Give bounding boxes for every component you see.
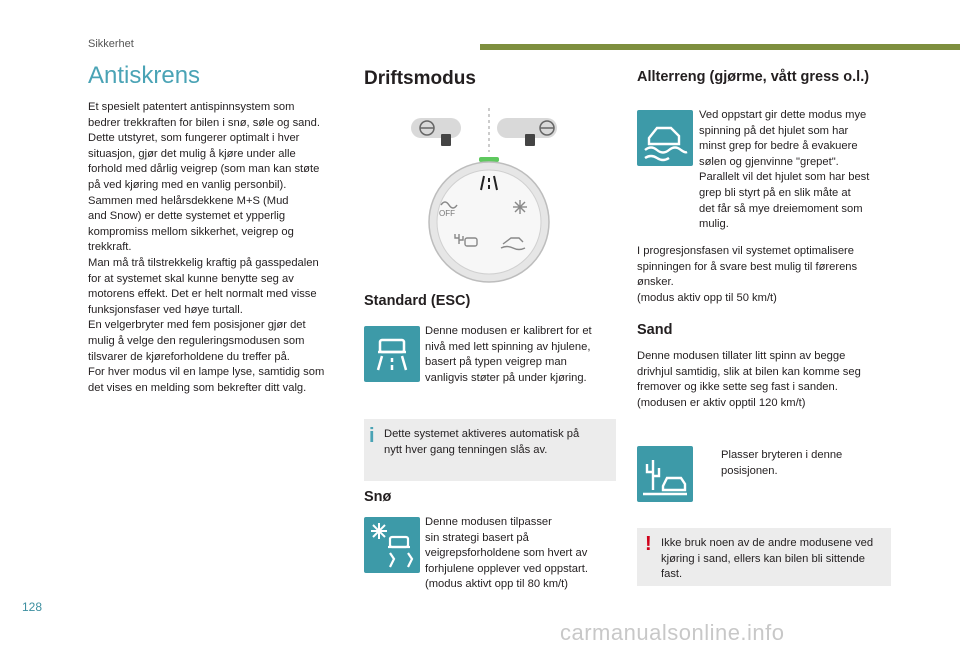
snowflake-road-icon (364, 517, 420, 573)
standard-title: Standard (ESC) (364, 293, 471, 309)
sand-step-text: Plasser bryteren i denne posisjonen. (721, 449, 843, 477)
section-label: Sikkerhet (88, 38, 134, 50)
allterreng-title: Allterreng (gjørme, vått gress o.l.) (637, 69, 870, 85)
sand-warning-box (637, 528, 891, 586)
antiskrens-title: Antiskrens (88, 62, 201, 89)
standard-info-text: Dette systemet aktiveres automatisk på nytt hver gang tenningen slås av. (384, 428, 580, 456)
info-icon: i (369, 425, 375, 447)
mud-car-icon (637, 110, 693, 166)
page-number: 128 (22, 600, 43, 614)
warning-icon: ! (645, 533, 652, 555)
antiskrens-body: Et spesielt patentert antispinnsystem som bedrer trekkraften for bilen i snø, søle og sand. Dette utstyret, som fungerer optimalt i hver situasjon, gjør det mulig å kjøre under alle forhold med dårlig veigrep (som man kan støte på ved kjøring med en vanlig personbil). Sammen med helårsdekkene M+S (Mud and Snow) er dette systemet et ypperlig kompromiss mellom sikkerhet, veigrep og trekkraft. Man må trå tilstrekkelig kraftig på gasspedalen for at systemet skal kunne benytte seg av motorens effekt. Det er helt normalt med visse funksjonsfaser ved høye turtall. En velgerbryter med fem posisjoner gjør det mulig å velge den reguleringsmodusen som tilsvarer de kjøreforholdene du treffer på. For hver modus vil en lampe lyse, samtidig som det vises en melding som bekrefter ditt valg. (88, 101, 325, 394)
cactus-car-icon (637, 446, 693, 502)
sno-title: Snø (364, 489, 392, 505)
allterreng-body1: Ved oppstart gir dette modus mye spinning på det hjulet som har minst grep for bedre å evakuere sølen og gjenvinne "grepet". Parallelt vil det hjulet som har best grep bli styrt på en slik måte at det får så mye dreiemoment som mulig. (699, 109, 870, 231)
mode-selector-illustration (405, 106, 575, 286)
driftsmodus-title: Driftsmodus (364, 68, 476, 89)
watermark: carmanualsonline.info (560, 620, 785, 645)
road-icon (364, 326, 420, 382)
standard-body: Denne modusen er kalibrert for et nivå med lett spinning av hjulene, basert på typen veigrep man vanligvis støter på under kjøring. (425, 325, 592, 384)
dial-off-label: OFF (439, 209, 455, 218)
standard-info-box (364, 419, 616, 481)
allterreng-body2: I progresjonsfasen vil systemet optimalisere spinningen for å svare best mulig til førerens ønsker. (modus aktiv opp til 50 km/t) (637, 245, 858, 304)
sand-body: Denne modusen tillater litt spinn av begge drivhjul samtidig, slik at bilen kan komme seg fremover og ikke sette seg fast i sanden. (modusen er aktiv opptil 120 km/t) (637, 350, 861, 409)
sand-warning-text: Ikke bruk noen av de andre modusene ved kjøring i sand, ellers kan bilen bli sittende fast. (661, 537, 874, 581)
header-bar (480, 44, 960, 50)
sand-title: Sand (637, 322, 673, 338)
sno-body: Denne modusen tilpasser sin strategi basert på veigrepsforholdene som hvert av forhjulene opplever ved oppstart. (modus aktivt opp til 80 km/t) (425, 516, 588, 591)
